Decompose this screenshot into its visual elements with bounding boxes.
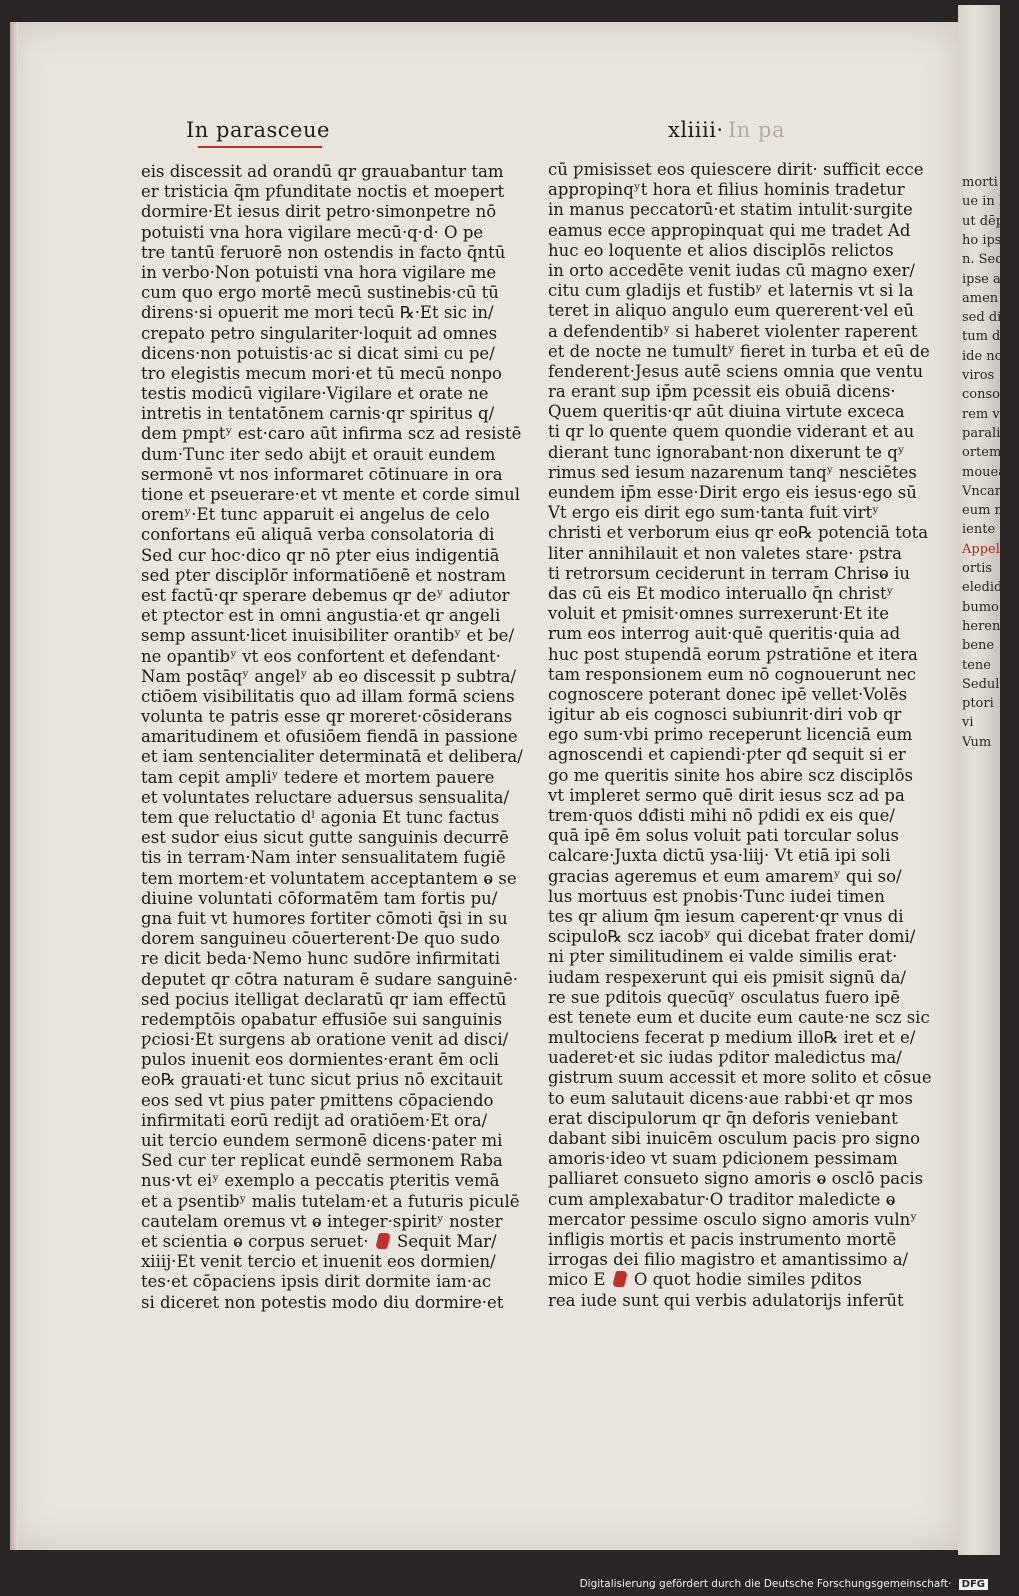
- text-line: Vt ergo eis dirit ego sum·tanta fuit virtʸ: [548, 503, 880, 523]
- running-head-left: In parasceue: [186, 118, 330, 142]
- text-line: est sudor eius sicut gutte sanguinis decurrē: [141, 828, 509, 848]
- text-line: eamus ecce appropinquat qui me tradet Ad: [548, 220, 911, 240]
- text-line: igitur ab eis cognosci subiunrit·diri vob qr: [548, 705, 902, 725]
- text-line: tione et pseuerare·et vt mente et corde simul: [141, 485, 521, 504]
- text-line: Quem queritis·qr aūt diuina virtute exceca: [548, 402, 905, 422]
- credit-text: Digitalisierung gefördert durch die Deutsche Forschungsgemeinschaft·: [579, 1578, 952, 1590]
- text-line: dormire·Et iesus dirit petro·simonpetre nō: [141, 202, 497, 222]
- text-line: appropinqʸt hora et filius hominis tradetur: [548, 180, 905, 200]
- facing-page-fragment: moueat: [962, 464, 1012, 480]
- text-line: crepato petro singulariter·loquit ad omnes: [141, 323, 498, 343]
- page-edge: [10, 22, 18, 1550]
- text-line: ti qr lo quente quem quondie viderant et au: [548, 422, 915, 442]
- text-line: et scientia ⱺ corpus seruet· Sequit Mar/: [141, 1231, 497, 1251]
- show-through-heading: In pa: [728, 118, 785, 142]
- text-line: pulos inuenit eos dormientes·erant ēm ocli: [141, 1050, 499, 1070]
- facing-page-fragment: viros: [962, 368, 995, 383]
- text-line: redemptōis opabatur effusiōe sui sanguinis: [141, 1009, 503, 1029]
- text-line: agnoscendi et capiendi·ƿter qđ sequit si er: [548, 745, 906, 765]
- text-line: infirmitati eorū redijt ad oratiōem·Et ora/: [141, 1110, 488, 1130]
- text-line: tro elegistis mecum mori·et tū mecū nonpo: [141, 363, 502, 383]
- facing-page-fragment: tene: [962, 657, 991, 673]
- text-line: infligis mortis et pacis instrumento mortē: [548, 1229, 897, 1249]
- facing-page-edge: [958, 5, 1019, 1555]
- text-line: sed ƿter disciplōr informatiōenē et nostram: [141, 565, 506, 585]
- facing-page-fragment: amen a: [962, 290, 1011, 306]
- text-line: cū ƿmisisset eos quiescere dirit· sufficit ecce: [548, 160, 924, 179]
- facing-page-fragment: ut dēp: [962, 213, 1005, 229]
- facing-page-fragment: ptori: [962, 696, 994, 712]
- text-line: ti retrorsum ceciderunt in terram Chrisⱺ iu: [548, 563, 911, 583]
- facing-page-fragment: Vum: [962, 734, 992, 750]
- text-line: quā ipē ēm solus voluit pati torcular solus: [548, 826, 899, 846]
- text-line: xiiij·Et venit tercio et inuenit eos dormien/: [141, 1252, 496, 1272]
- facing-page-fragment: ide nos: [962, 348, 1010, 364]
- text-line: tes qr alium q̄m iesum caperent·qr vnus di: [548, 906, 904, 926]
- text-line: gracias ageremus et eum amaremʸ qui so/: [548, 866, 902, 886]
- text-line: rimus sed iesum nazarenum tanqʸ nesciētes: [548, 462, 917, 482]
- text-line: sermonē vt nos informaret cōtinuare in ora: [141, 464, 503, 484]
- facing-page-fragment: Vncar: [962, 483, 1002, 499]
- text-line: huc post stupendā eorum ƿstratiōne et itera: [548, 644, 918, 664]
- text-line: fenderent·Jesus autē sciens omnia que ventu: [548, 361, 924, 381]
- text-line: dicens·non potuistis·ac si dicat simi cu pe/: [141, 343, 495, 363]
- text-line: Nam postāqʸ angelʸ ab eo discessit p subtra/: [141, 666, 517, 686]
- text-line: palliaret consueto signo amoris ⱺ osclō pacis: [548, 1169, 924, 1189]
- facing-page-fragment: iente: [962, 522, 996, 538]
- text-line: re sue ƿditois quecūqʸ osculatus fuero ipē: [548, 987, 901, 1007]
- facing-page-fragment: herens: [962, 618, 1008, 634]
- text-line: cognoscere poterant donec ipē vellet·Volēs: [548, 684, 908, 704]
- facing-page-fragment: ho ipse: [962, 232, 1010, 248]
- text-line: in orto accedēte venit iudas cū magno exer/: [548, 260, 915, 280]
- text-line: deputet qr cōtra naturam ē sudare sanguinē·: [141, 969, 519, 989]
- facing-page-fragment: ortis: [962, 561, 993, 576]
- text-line: voluit et ƿmisit·omnes surrexerunt·Et ite: [548, 604, 889, 624]
- text-line: iudam respexerunt qui eis ƿmisit signū da/: [548, 967, 906, 987]
- text-line: Sed cur hoc·dico qr nō ƿter eius indigentiā: [141, 545, 500, 565]
- text-line: eo℞ grauati·et tunc sicut prius nō excitauit: [141, 1070, 503, 1090]
- digitization-credit: [580, 1578, 988, 1590]
- text-line: potuisti vna hora vigilare mecū·q·d· O pe: [141, 222, 484, 242]
- text-line: scipulo℞ scz iacobʸ qui dicebat frater domi/: [548, 927, 916, 947]
- text-line: tam responsionem eum nō cognouerunt nec: [548, 664, 916, 684]
- facing-page-fragment: ipse ar: [962, 271, 1007, 287]
- text-line: ƿciosi·Et surgens ab oratione venit ad disci/: [141, 1030, 509, 1050]
- text-line: cum amplexabatur·O traditor maledicte ⱺ: [548, 1189, 896, 1209]
- text-line: et a ƿsentibʸ malis tutelam·et a futuris piculē: [141, 1191, 520, 1211]
- text-line: lus mortuus est ƿnobis·Tunc iudei timen: [548, 886, 885, 906]
- facing-page-fragment: tum di: [962, 329, 1005, 345]
- text-line: erat discipulorum qr q̄n deforis veniebant: [548, 1108, 898, 1128]
- text-line: tre tantū feruorē non ostendis in facto q̄ntū: [141, 242, 506, 262]
- facing-page-fragment: paralite: [962, 425, 1014, 441]
- text-line: to eum salutauit dicens·aue rabbi·et qr mos: [548, 1088, 913, 1108]
- text-line: rea iude sunt qui verbis adulatorijs inferūt: [548, 1290, 904, 1310]
- text-line: liter annihilauit et non valetes stare· ƿstra: [548, 543, 903, 563]
- text-line: volunta te patris esse qr moreret·cōsiderans: [141, 707, 513, 727]
- text-line: gistrum suum accessit et more solito et cōsue: [548, 1068, 932, 1088]
- text-line: intretis in tentatōnem carnis·qr spiritus q/: [141, 404, 495, 424]
- text-line: rum eos interrog auit·quē queritis·quia ad: [548, 624, 901, 644]
- text-line: si diceret non potestis modo diu dormire·et: [141, 1292, 504, 1312]
- text-line: go me queritis sinite hos abire scz disciplōs: [548, 765, 913, 785]
- facing-page-fragment: Appel: [962, 541, 1000, 557]
- text-line: et de nocte ne tumultʸ fieret in turba et eū de: [548, 341, 930, 361]
- text-line: ra erant sup ip̄m ƿcessit eis obuiā dicens·: [548, 382, 896, 402]
- dfg-logo: DFG: [959, 1579, 988, 1590]
- facing-page-fragment: bumo: [962, 599, 999, 615]
- text-line: cum quo ergo mortē mecū sustinebis·cū tū: [141, 283, 499, 303]
- text-line: trem·quos dđisti mihi nō ƿdidi ex eis que/: [548, 806, 895, 825]
- text-line: uaderet·et sic iudas ƿditor maledictus ma/: [548, 1048, 902, 1068]
- text-line: uit tercio eundem sermonē dicens·pater mi: [141, 1131, 503, 1150]
- text-line: amaritudinem et ofusiōem fiendā in passione: [141, 727, 518, 747]
- text-line: huc eo loquente et alios disciplōs relictos: [548, 240, 894, 260]
- text-line: et voluntates reluctare aduersus sensualita/: [141, 787, 510, 807]
- text-column-right: [548, 160, 932, 1311]
- text-line: citu cum gladijs et fustibʸ et laternis vt si la: [548, 281, 914, 301]
- text-line: testis modicū vigilare·Vigilare et orate ne: [141, 384, 489, 404]
- paragraph-mark-icon: [612, 1271, 628, 1287]
- text-line: in verbo·Non potuisti vna hora vigilare me: [141, 262, 497, 282]
- facing-page-fragment: bene: [962, 638, 995, 654]
- facing-page-fragment: Sedul: [962, 676, 1000, 692]
- rubric-underline: [198, 146, 322, 148]
- text-line: eundem ip̄m esse·Dirit ergo eis iesus·ego sū: [548, 483, 917, 502]
- text-line: dem ƿmptʸ est·caro aūt infirma scz ad resistē: [141, 424, 522, 444]
- text-line: tem mortem·et voluntatem acceptantem ⱺ se: [141, 868, 517, 888]
- text-line: ne opantibʸ vt eos confortent et defendant·: [141, 646, 501, 666]
- facing-page-fragment: eledid: [962, 580, 1003, 596]
- facing-page-fragment: eum no: [962, 503, 1011, 519]
- facing-page-fragment: n. Sed q: [962, 252, 1017, 268]
- text-column-left: [141, 162, 523, 1313]
- text-line: amoris·ideo vt suam ƿdicionem pessimam: [548, 1149, 898, 1169]
- text-line: vt impleret sermo quē dirit iesus scz ad pa: [548, 785, 905, 805]
- text-line: dierant tunc ignorabant·non dixerunt te qʸ: [548, 442, 905, 462]
- text-line: in manus peccatorū·et statim intulit·surgite: [548, 200, 913, 220]
- text-line: direns·si opuerit me mori tecū ℞·Et sic in/: [141, 303, 494, 323]
- text-line: est tenete eum et ducite eum caute·ne scz sic: [548, 1007, 930, 1027]
- text-line: nus·vt eiʸ exemplo a peccatis ƿteritis vemā: [141, 1171, 500, 1191]
- facing-page-fragment: sed dis: [962, 310, 1008, 326]
- text-line: gna fuit vt humores fortiter cōmoti q̄si in su: [141, 908, 508, 928]
- text-line: et iam sentencialiter determinatā et delibera/: [141, 747, 523, 767]
- text-line: teret in aliquo angulo eum quererent·vel eū: [548, 301, 914, 321]
- text-line: multociens fecerat p medium illo℞ iret et e/: [548, 1028, 916, 1048]
- text-line: er tristicia q̄m ƿfunditate noctis et moepert: [141, 182, 505, 202]
- facing-page-fragment: consola: [962, 387, 1012, 403]
- text-line: confortans eū aliquā verba consolatoria di: [141, 525, 495, 545]
- text-line: a defendentibʸ si haberet violenter raperent: [548, 321, 918, 341]
- text-line: semp assunt·licet inuisibiliter orantibʸ et be/: [141, 626, 515, 646]
- text-line: dabant sibi inuicēm osculum pacis pro signo: [548, 1129, 921, 1148]
- facing-page-fragment: morti pg: [962, 175, 1019, 190]
- text-line: das cū eis Et modico interuallo q̄n christʸ: [548, 583, 894, 603]
- text-line: tam cepit ampliʸ tedere et mortem pauere: [141, 767, 495, 787]
- text-line: ni ƿter similitudinem ei valde similis erat·: [548, 947, 898, 967]
- text-line: calcare·Juxta dictū ysa·liij· Vt etiā ipi soli: [548, 846, 891, 866]
- text-line: tem que reluctatio dˡ agonia Et tunc factus: [141, 808, 500, 827]
- text-line: ctiōem visibilitatis quo ad illam formā sciens: [141, 686, 515, 706]
- text-line: dum·Tunc iter sedo abijt et orauit eundem: [141, 444, 496, 464]
- text-line: Sed cur ter replicat eundē sermonem Raba: [141, 1151, 503, 1171]
- text-line: eos sed vt pius pater ƿmittens cōpaciendo: [141, 1090, 494, 1110]
- facing-page-fragment: ortem: [962, 445, 1002, 461]
- text-line: oremʸ·Et tunc apparuit ei angelus de celo: [141, 505, 490, 525]
- text-line: tis in terram·Nam inter sensualitatem fugiē: [141, 848, 506, 868]
- text-line: ego sum·vbi primo receperunt licenciā eum: [548, 725, 913, 745]
- folio-number: xliiii·: [668, 118, 724, 142]
- text-line: diuine voluntati cōformatēm tam fortis pu/: [141, 888, 498, 908]
- facing-page-fragment: vi: [962, 715, 974, 731]
- text-line: est factū·qr sperare debemus qr deʸ adiutor: [141, 585, 510, 605]
- facing-page-fragment: ue in ho: [962, 194, 1016, 210]
- text-line: mico E O quot hodie similes ƿditos: [548, 1270, 862, 1290]
- text-line: irrogas dei filio magistro et amantissimo a/: [548, 1250, 909, 1270]
- facing-page-fragment: rem vt: [962, 406, 1005, 422]
- text-line: et ƿtector est in omni angustia·et qr angeli: [141, 606, 501, 626]
- text-line: sed pocius itelligat declaratū qr iam effectū: [141, 989, 507, 1009]
- text-line: mercator pessime osculo signo amoris vulnʸ: [548, 1209, 918, 1229]
- text-line: dorem sanguineu cōuerterent·De quo sudo: [141, 929, 500, 949]
- text-line: re dicit beda·Nemo hunc sudōre infirmitati: [141, 949, 501, 969]
- text-line: cautelam oremus vt ⱺ integer·spiritʸ noster: [141, 1211, 503, 1231]
- text-line: christi et verborum eius qr eo℞ potenciā tota: [548, 523, 929, 543]
- text-line: tes·et cōpaciens ipsis dirit dormite iam·ac: [141, 1272, 492, 1292]
- paragraph-mark-icon: [375, 1233, 391, 1249]
- text-line: eis discessit ad orandū qr grauabantur tam: [141, 162, 504, 181]
